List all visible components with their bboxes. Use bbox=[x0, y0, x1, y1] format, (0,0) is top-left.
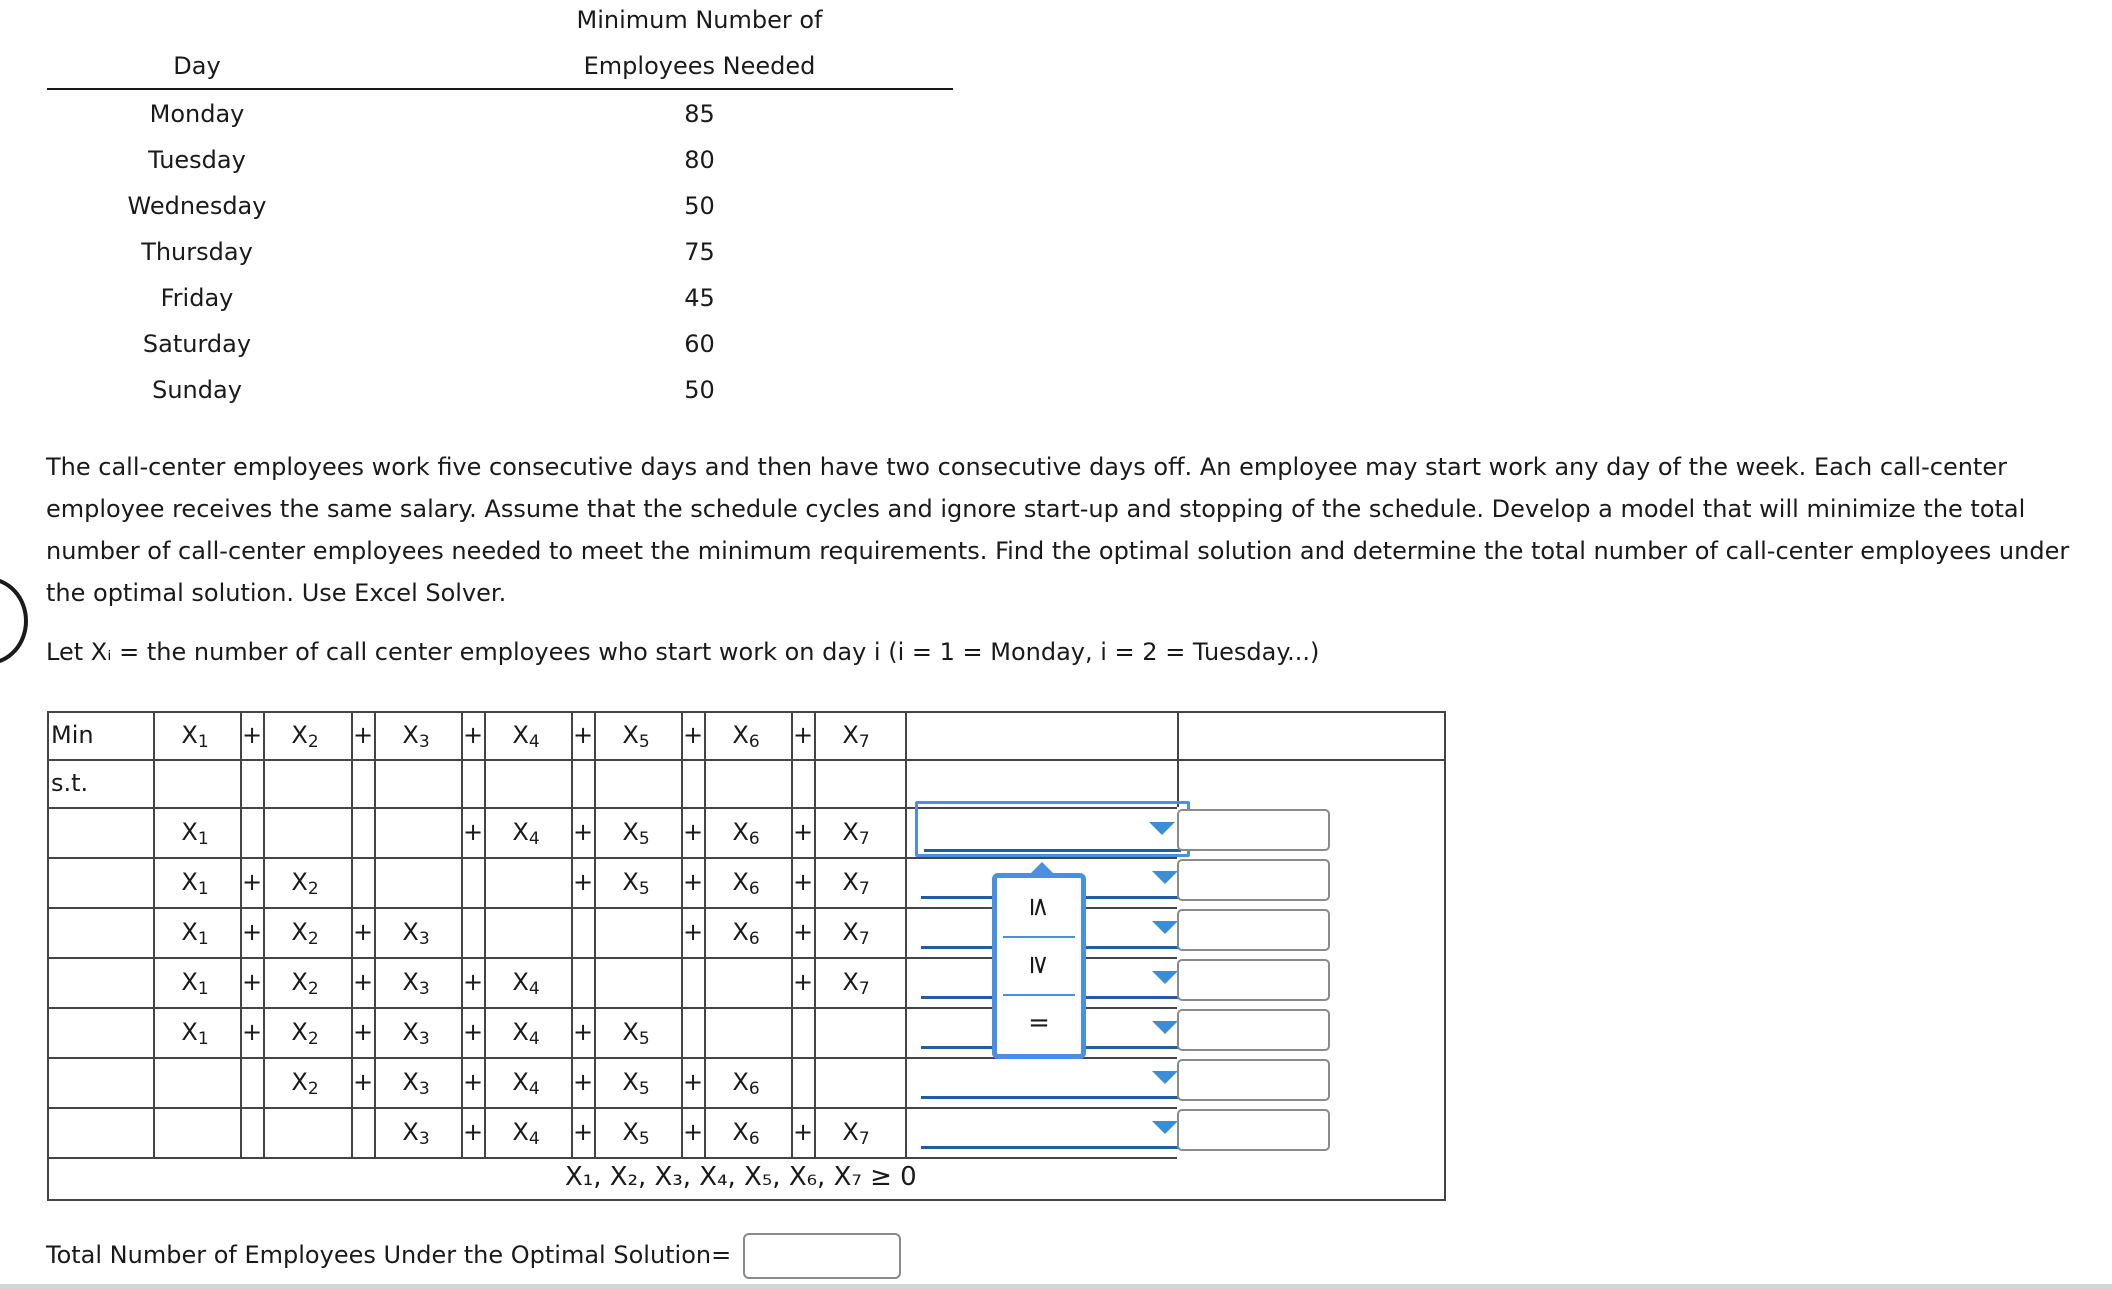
plus-sign: + bbox=[573, 1068, 594, 1096]
rhs-input[interactable] bbox=[1177, 859, 1330, 901]
plus-sign: + bbox=[353, 968, 374, 996]
rhs-input[interactable] bbox=[1177, 1009, 1330, 1051]
plus-sign: + bbox=[353, 1068, 374, 1096]
variable-x6: $X_6$ bbox=[732, 721, 760, 752]
min-employees-cell: 60 bbox=[684, 330, 715, 358]
variable-x1: $X_1$ bbox=[181, 818, 209, 849]
relation-option-label: ≥ bbox=[1023, 954, 1054, 976]
plus-sign: + bbox=[683, 818, 704, 846]
plus-sign: + bbox=[573, 868, 594, 896]
chevron-down-icon[interactable] bbox=[1152, 1071, 1178, 1084]
chevron-down-icon[interactable] bbox=[1152, 921, 1178, 934]
rhs-input[interactable] bbox=[1177, 959, 1330, 1001]
variable-x5: $X_5$ bbox=[622, 1118, 650, 1149]
lp-model-grid bbox=[47, 711, 1446, 1201]
plus-sign: + bbox=[353, 721, 374, 749]
variable-x1: $X_1$ bbox=[181, 721, 209, 752]
day-cell: Thursday bbox=[141, 238, 253, 266]
plus-sign: + bbox=[683, 868, 704, 896]
variable-x3: $X_3$ bbox=[402, 1068, 430, 1099]
variable-x2: $X_2$ bbox=[291, 868, 319, 899]
dropdown-underline bbox=[924, 849, 1181, 852]
day-cell: Friday bbox=[160, 284, 234, 312]
border-right bbox=[1444, 711, 1446, 1201]
plus-sign: + bbox=[242, 918, 263, 946]
chevron-down-icon[interactable] bbox=[1152, 871, 1178, 884]
variable-x5: $X_5$ bbox=[622, 1068, 650, 1099]
variable-x4: $X_4$ bbox=[512, 1118, 540, 1149]
plus-sign: + bbox=[353, 918, 374, 946]
rhs-input[interactable] bbox=[1177, 809, 1330, 851]
grid-row-line bbox=[47, 759, 1446, 761]
problem-description: The call-center employees work five consecutive days and then have two consecutive days off. An employee may start work any day of the week. Each call-center employee receives the same salary. Assume that the schedule cycles and ignore start-up and stopping of the schedule. Develop a model that will minimize the total number of call-center employees needed to meet the minimum requirements. Find the optimal solution and determine the total number of call-center employees under the optimal solution. Use Excel Solver. bbox=[46, 453, 2070, 607]
variable-x5: $X_5$ bbox=[622, 1018, 650, 1049]
chevron-down-icon[interactable] bbox=[1152, 1021, 1178, 1034]
grid-col-line bbox=[1177, 711, 1179, 807]
header-min-employees-line2: Employees Needed bbox=[583, 52, 816, 80]
header-min-employees-line1: Minimum Number of bbox=[576, 6, 823, 34]
grid-row-line bbox=[47, 1157, 1177, 1159]
variable-x5: $X_5$ bbox=[622, 818, 650, 849]
requirement-row bbox=[47, 284, 953, 316]
plus-sign: + bbox=[683, 1118, 704, 1146]
day-cell: Monday bbox=[149, 100, 245, 128]
dropdown-underline bbox=[921, 1146, 1184, 1149]
plus-sign: + bbox=[463, 1068, 484, 1096]
bottom-scroll-edge bbox=[0, 1284, 2112, 1290]
relation-dropdown[interactable] bbox=[915, 801, 1190, 857]
min-employees-cell: 85 bbox=[684, 100, 715, 128]
variable-x5: $X_5$ bbox=[622, 721, 650, 752]
variable-x2: $X_2$ bbox=[291, 721, 319, 752]
variable-x6: $X_6$ bbox=[732, 1068, 760, 1099]
relation-option-label: = bbox=[1028, 1008, 1050, 1038]
plus-sign: + bbox=[353, 1018, 374, 1046]
variable-x5: $X_5$ bbox=[622, 868, 650, 899]
header-day: Day bbox=[173, 52, 221, 80]
plus-sign: + bbox=[793, 868, 814, 896]
chevron-down-icon[interactable] bbox=[1152, 1121, 1178, 1134]
total-employees-label: Total Number of Employees Under the Optimal Solution= bbox=[46, 1241, 732, 1269]
plus-sign: + bbox=[573, 1118, 594, 1146]
variable-x3: $X_3$ bbox=[402, 721, 430, 752]
variable-x4: $X_4$ bbox=[512, 818, 540, 849]
variable-x4: $X_4$ bbox=[512, 721, 540, 752]
relation-option-label: ≤ bbox=[1023, 896, 1054, 918]
dropdown-underline bbox=[921, 1096, 1184, 1099]
variable-x3: $X_3$ bbox=[402, 968, 430, 999]
relation-option-le[interactable] bbox=[997, 878, 1081, 936]
rhs-input[interactable] bbox=[1177, 1059, 1330, 1101]
variable-x3: $X_3$ bbox=[402, 1118, 430, 1149]
variable-x7: $X_7$ bbox=[842, 968, 870, 999]
day-cell: Wednesday bbox=[127, 192, 267, 220]
plus-sign: + bbox=[683, 721, 704, 749]
relation-options-popup[interactable] bbox=[992, 873, 1086, 1059]
min-employees-cell: 75 bbox=[684, 238, 715, 266]
border-left bbox=[47, 711, 49, 1201]
requirement-row bbox=[47, 146, 953, 178]
variable-x1: $X_1$ bbox=[181, 1018, 209, 1049]
plus-sign: + bbox=[683, 918, 704, 946]
variable-x7: $X_7$ bbox=[842, 1118, 870, 1149]
variable-x6: $X_6$ bbox=[732, 818, 760, 849]
plus-sign: + bbox=[793, 721, 814, 749]
min-label: Min bbox=[51, 721, 94, 749]
side-bracket-decoration bbox=[0, 577, 28, 665]
min-employees-cell: 50 bbox=[684, 376, 715, 404]
relation-option-eq[interactable] bbox=[997, 994, 1081, 1052]
plus-sign: + bbox=[793, 1118, 814, 1146]
min-employees-cell: 50 bbox=[684, 192, 715, 220]
plus-sign: + bbox=[463, 1018, 484, 1046]
variable-x6: $X_6$ bbox=[732, 918, 760, 949]
variable-x2: $X_2$ bbox=[291, 1018, 319, 1049]
plus-sign: + bbox=[242, 868, 263, 896]
variable-x7: $X_7$ bbox=[842, 818, 870, 849]
variable-x6: $X_6$ bbox=[732, 1118, 760, 1149]
variable-x1: $X_1$ bbox=[181, 968, 209, 999]
variable-x3: $X_3$ bbox=[402, 918, 430, 949]
relation-dropdown[interactable] bbox=[915, 1059, 1190, 1101]
nonnegativity-constraint: X₁, X₂, X₃, X₄, X₅, X₆, X₇ ≥ 0 bbox=[565, 1162, 917, 1192]
plus-sign: + bbox=[573, 721, 594, 749]
st-label: s.t. bbox=[51, 769, 89, 797]
rhs-input[interactable] bbox=[1177, 909, 1330, 951]
variable-x1: $X_1$ bbox=[181, 918, 209, 949]
variable-definition: Let Xᵢ = the number of call center employees who start work on day i (i = 1 = Monday, i = 2 = Tuesday...) bbox=[46, 638, 1320, 666]
rhs-input[interactable] bbox=[1177, 1109, 1330, 1151]
header-underline bbox=[47, 88, 953, 90]
variable-x7: $X_7$ bbox=[842, 721, 870, 752]
variable-x4: $X_4$ bbox=[512, 1018, 540, 1049]
header-row-2 bbox=[47, 52, 953, 80]
grid-col-line bbox=[905, 711, 907, 1157]
requirement-row bbox=[47, 376, 953, 408]
plus-sign: + bbox=[463, 721, 484, 749]
day-cell: Sunday bbox=[152, 376, 242, 404]
total-employees-input[interactable] bbox=[743, 1233, 901, 1279]
variable-x4: $X_4$ bbox=[512, 968, 540, 999]
chevron-down-icon[interactable] bbox=[1152, 971, 1178, 984]
requirement-row bbox=[47, 330, 953, 362]
min-employees-cell: 80 bbox=[684, 146, 715, 174]
requirement-row bbox=[47, 238, 953, 270]
border-bottom bbox=[47, 1199, 1446, 1201]
plus-sign: + bbox=[793, 818, 814, 846]
plus-sign: + bbox=[573, 818, 594, 846]
min-employees-cell: 45 bbox=[684, 284, 715, 312]
relation-dropdown[interactable] bbox=[915, 1109, 1190, 1151]
requirement-row bbox=[47, 192, 953, 224]
header-row-1 bbox=[47, 6, 953, 34]
day-cell: Saturday bbox=[142, 330, 252, 358]
variable-x3: $X_3$ bbox=[402, 1018, 430, 1049]
plus-sign: + bbox=[242, 721, 263, 749]
plus-sign: + bbox=[242, 968, 263, 996]
plus-sign: + bbox=[793, 918, 814, 946]
variable-x7: $X_7$ bbox=[842, 868, 870, 899]
relation-option-ge[interactable] bbox=[997, 936, 1081, 994]
variable-x2: $X_2$ bbox=[291, 1068, 319, 1099]
plus-sign: + bbox=[463, 968, 484, 996]
day-cell: Tuesday bbox=[148, 146, 246, 174]
variable-x2: $X_2$ bbox=[291, 918, 319, 949]
plus-sign: + bbox=[242, 1018, 263, 1046]
requirement-row bbox=[47, 100, 953, 132]
plus-sign: + bbox=[463, 818, 484, 846]
plus-sign: + bbox=[573, 1018, 594, 1046]
border-top bbox=[47, 711, 1446, 713]
variable-x7: $X_7$ bbox=[842, 918, 870, 949]
variable-x1: $X_1$ bbox=[181, 868, 209, 899]
variable-x4: $X_4$ bbox=[512, 1068, 540, 1099]
plus-sign: + bbox=[793, 968, 814, 996]
variable-x6: $X_6$ bbox=[732, 868, 760, 899]
variable-x2: $X_2$ bbox=[291, 968, 319, 999]
plus-sign: + bbox=[463, 1118, 484, 1146]
plus-sign: + bbox=[683, 1068, 704, 1096]
chevron-down-icon[interactable] bbox=[1149, 822, 1175, 835]
